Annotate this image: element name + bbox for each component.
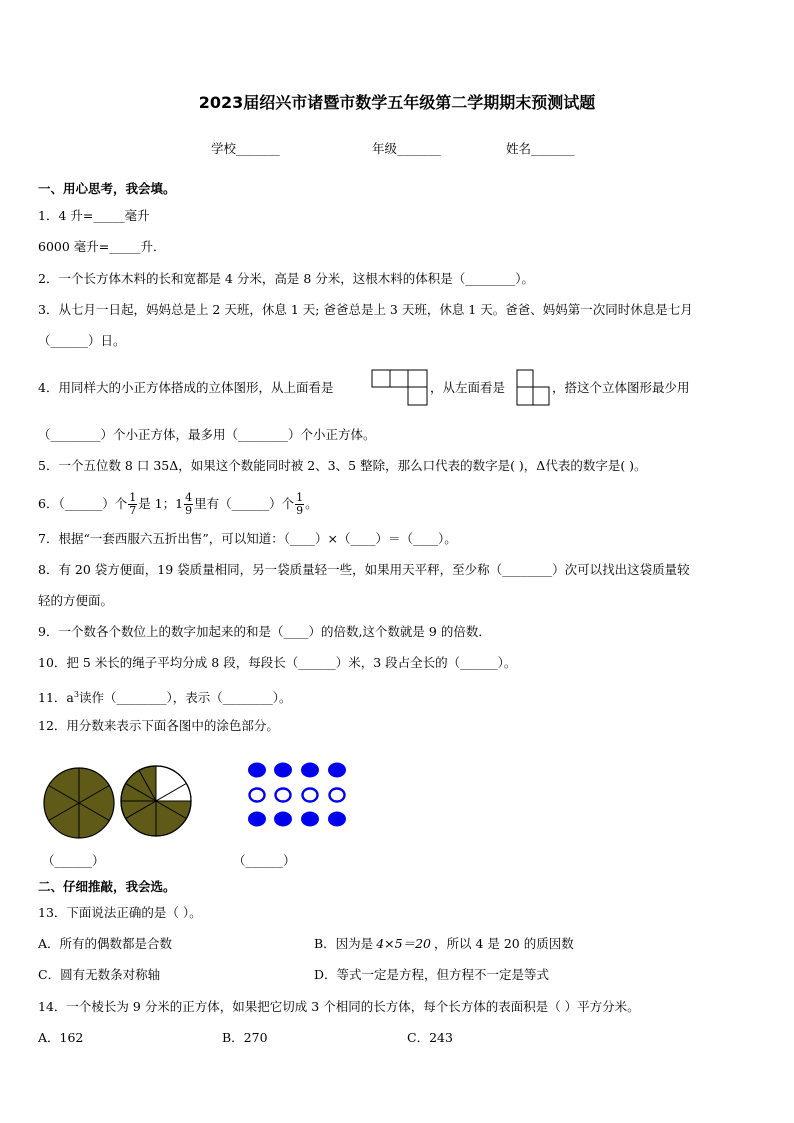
question-14: 14．一个棱长为 9 分米的正方体，如果把它切成 3 个相同的长方体，每个长方体的表面积是（ ）平方分米。: [38, 999, 640, 1014]
question-13-option-a: A．所有的偶数都是合数: [38, 936, 173, 951]
question-4a-part1: 4．用同样大的小正方体搭成的立体图形，从上面看是: [38, 380, 334, 395]
question-3a: 3．从七月一日起，妈妈总是上 2 天班，休息 1 天; 爸爸总是上 3 天班，休息 1 天。爸爸、妈妈第一次同时休息是七月: [38, 302, 693, 317]
page-title: 2023届绍兴市诸暨市数学五年级第二学期期末预测试题: [198, 93, 596, 112]
question-4a-part3: ，搭这个立体图形最少用: [552, 380, 690, 395]
question-2: 2．一个长方体木料的长和宽都是 4 分米，高是 8 分米，这根木料的体积是（________）。: [38, 271, 535, 286]
question-6: [38, 487, 318, 521]
question-8a: 8．有 20 袋方便面，19 袋质量相同，另一袋质量轻一些，如果用天平秤，至少称（________）次可以找出这袋质量较: [38, 562, 690, 577]
question-6-part1: 6．（______）个: [38, 496, 128, 511]
exponent: 3: [73, 690, 79, 699]
question-3b: （______）日。: [38, 333, 126, 348]
fraction-four-ninths: $\frac{4}{9}$: [185, 491, 193, 517]
dot-grid-figure: [246, 760, 352, 830]
grade-field: 年级_______: [372, 141, 441, 156]
question-12: 12．用分数来表示下面各图中的涂色部分。: [38, 718, 279, 733]
question-7: 7．根据“一套西服六五折出售”，可以知道：（____）×（____）＝（____）。: [38, 531, 457, 546]
question-11: 11．$a^3$读作（________），表示（________）。: [38, 690, 292, 706]
fraction-one-ninth: $\frac{1}{9}$: [296, 491, 304, 517]
question-10: 10．把 5 米长的绳子平均分成 8 段，每段长（______）米，3 段占全长的（______）。: [38, 655, 517, 670]
question-6-part4: 。: [305, 496, 318, 511]
question-6-part3: 里有（______）个: [194, 496, 295, 511]
question-4b: （________）个小正方体，最多用（________）个小正方体。: [38, 427, 376, 442]
question-8b: 轻的方便面。: [38, 593, 114, 608]
question-12-answer-2: （______）: [233, 853, 296, 868]
question-1a: 1．4 升=_____毫升: [38, 208, 150, 223]
top-view-diagram: [371, 369, 429, 407]
full-circle-figure: [42, 766, 116, 840]
section-2-heading: 二、仔细推敲，我会选。: [38, 879, 176, 894]
school-field: 学校_______: [211, 141, 280, 156]
fraction-one-seventh: $\frac{1}{7}$: [129, 491, 137, 517]
question-13-option-b: B．因为是 4×5＝20 ，所以 4 是 20 的质因数: [314, 936, 574, 951]
question-14-option-b: B．270: [222, 1030, 268, 1045]
question-14-option-a: A．162: [38, 1030, 84, 1045]
question-4a-part2: ，从左面看是: [430, 380, 506, 395]
partial-circle-figure: [119, 764, 193, 838]
question-1b: 6000 毫升=_____升．: [38, 239, 166, 254]
question-9: 9．一个数各个数位上的数字加起来的和是（____）的倍数,这个数就是 9 的倍数．: [38, 624, 491, 639]
name-field: 姓名_______: [506, 141, 575, 156]
question-13-option-c: C．圆有无数条对称轴: [38, 967, 161, 982]
question-12-answer-1: （______）: [42, 853, 105, 868]
equation: 4×5＝20: [376, 936, 431, 951]
section-1-heading: 一、用心思考，我会填。: [38, 181, 176, 196]
question-13-option-d: D．等式一定是方程，但方程不一定是等式: [314, 967, 550, 982]
question-5: 5．一个五位数 8 口 35Δ，如果这个数能同时被 2、3、5 整除，那么口代表的数字是( )，Δ代表的数字是( )。: [38, 458, 647, 473]
left-view-diagram: [516, 369, 550, 407]
question-6-part2: 是 1；1: [138, 496, 184, 511]
question-13: 13．下面说法正确的是（ ）。: [38, 905, 202, 920]
question-14-option-c: C．243: [407, 1030, 453, 1045]
